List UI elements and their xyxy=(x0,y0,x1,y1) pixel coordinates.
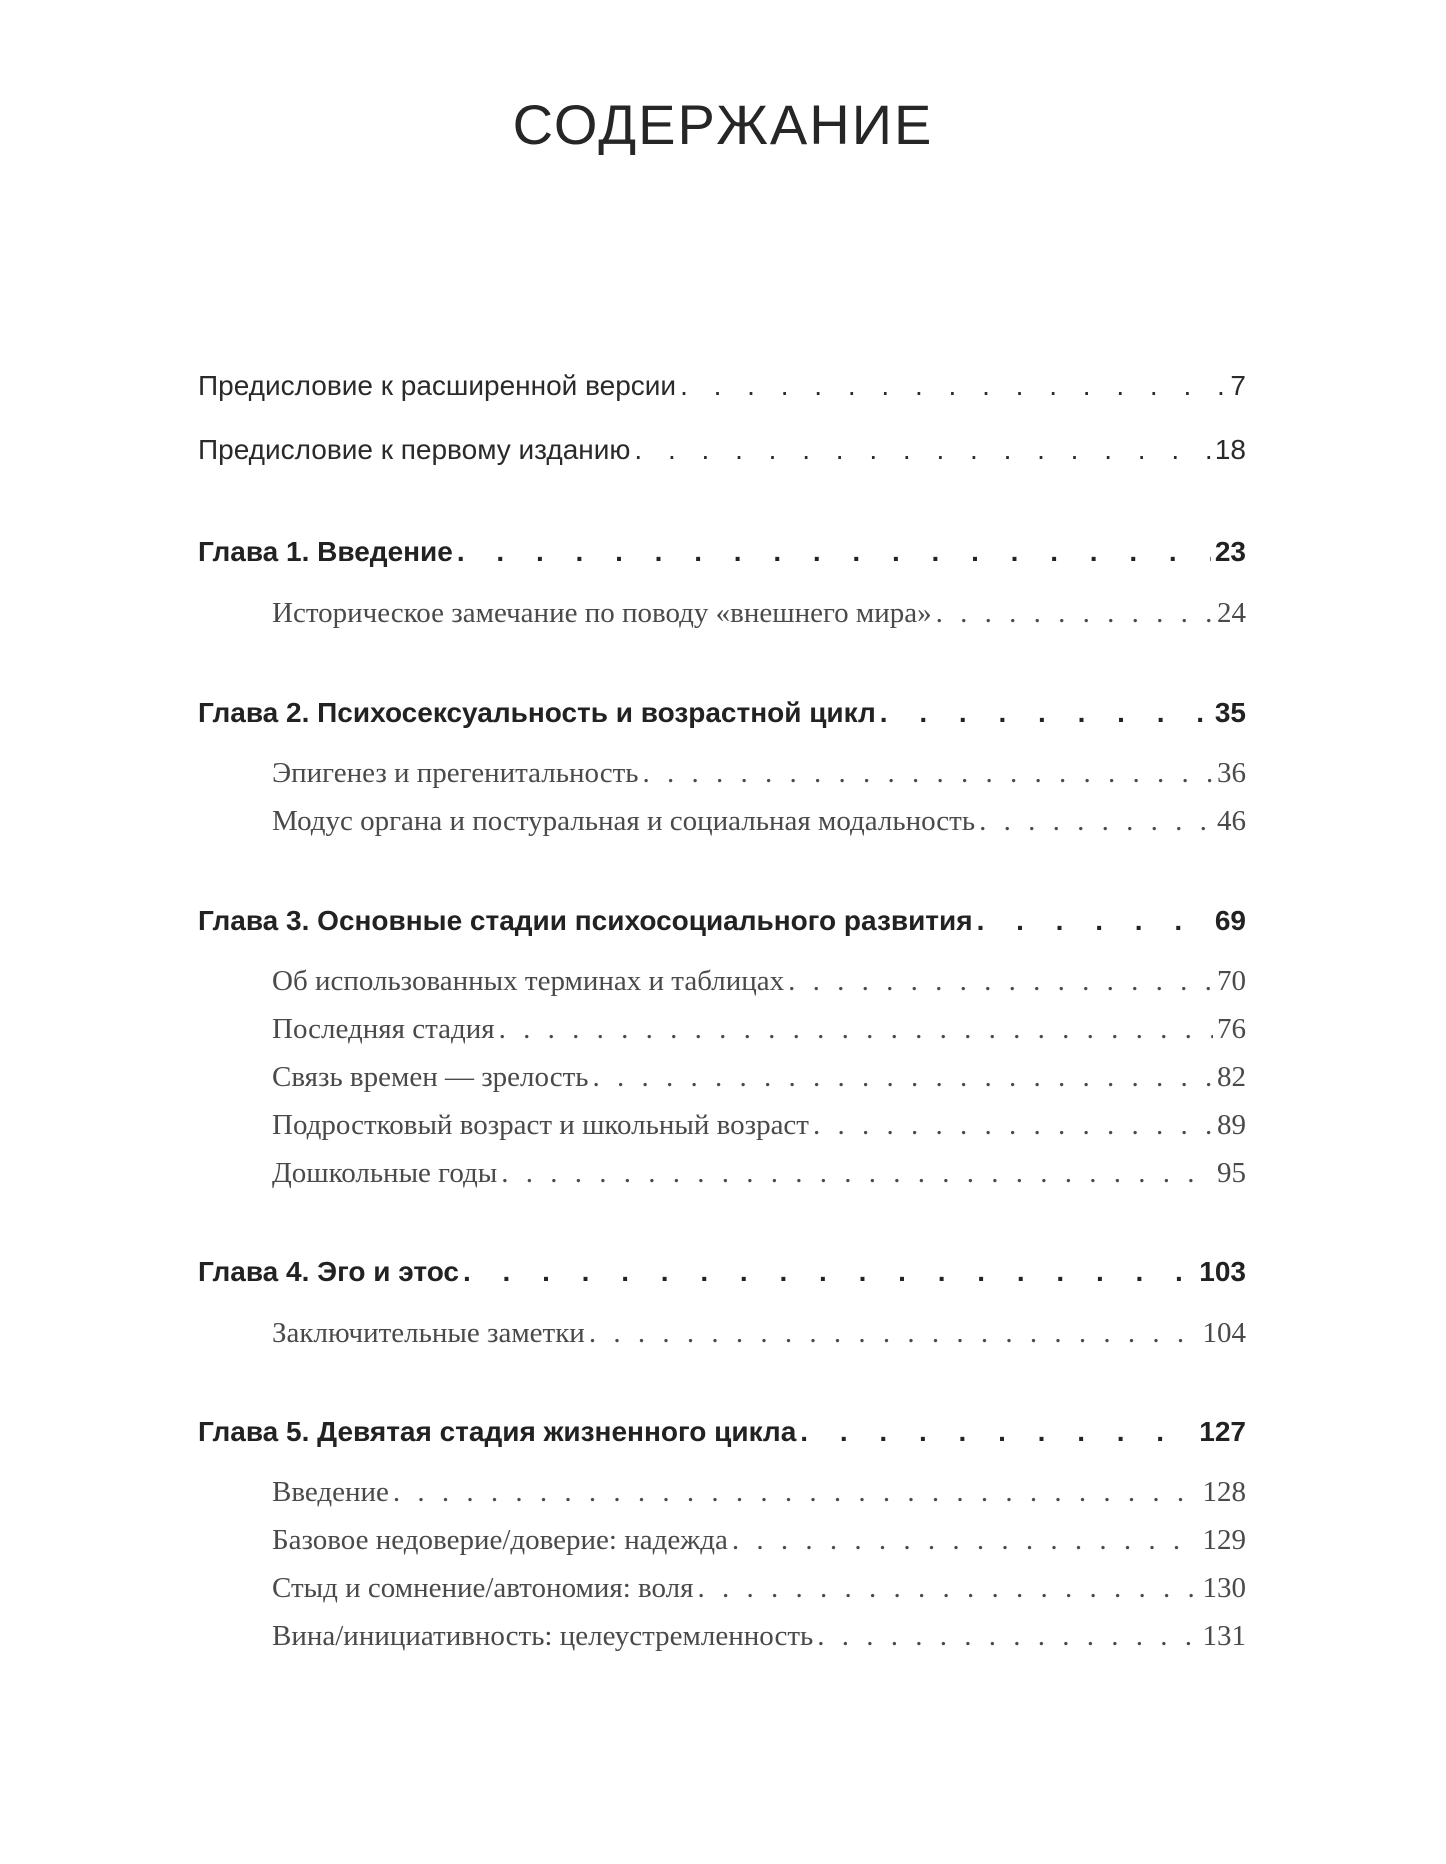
toc-section[interactable] xyxy=(272,1109,1246,1142)
toc-section-label: Вина/инициативность: целеустремленность xyxy=(272,1620,814,1652)
toc-chapter-1[interactable] xyxy=(198,536,1246,568)
toc-section-label: Базовое недоверие/доверие: надежда xyxy=(272,1524,728,1556)
toc-chapter-2[interactable] xyxy=(198,697,1246,729)
dot-leader xyxy=(457,536,1211,568)
toc-entry-preface-first[interactable] xyxy=(198,434,1246,466)
toc-section-page: 82 xyxy=(1217,1061,1246,1093)
dot-leader xyxy=(634,434,1210,466)
toc-section-label: Введение xyxy=(272,1476,389,1508)
toc-entry-preface-extended[interactable] xyxy=(198,370,1246,402)
page-title: СОДЕРЖАНИЕ xyxy=(512,93,934,156)
dot-leader xyxy=(642,757,1213,790)
toc-entry-label: Предисловие к первому изданию xyxy=(198,434,631,465)
toc-section[interactable] xyxy=(272,805,1246,838)
toc-chapter-label: Глава 5. Девятая стадия жизненного цикла xyxy=(198,1416,797,1447)
toc-section-page: 36 xyxy=(1217,757,1246,789)
toc-chapter-3[interactable] xyxy=(198,905,1246,937)
toc-chapter-page: 127 xyxy=(1199,1416,1246,1447)
toc-section-label: Стыд и сомнение/автономия: воля xyxy=(272,1572,694,1604)
toc-section-label: Подростковый возраст и школьный возраст xyxy=(272,1109,809,1141)
dot-leader xyxy=(680,370,1226,402)
dot-leader xyxy=(880,697,1211,729)
toc-chapter-5[interactable] xyxy=(198,1416,1246,1448)
dot-leader xyxy=(463,1256,1195,1288)
toc-section-page: 46 xyxy=(1217,805,1246,837)
toc-chapter-label: Глава 4. Эго и этос xyxy=(198,1256,459,1287)
toc-section-page: 24 xyxy=(1217,597,1246,629)
toc-section-page: 131 xyxy=(1202,1620,1246,1652)
toc-chapter-page: 69 xyxy=(1214,905,1246,936)
toc-section-label: Заключительные заметки xyxy=(272,1317,585,1349)
toc-section-label: Последняя стадия xyxy=(272,1013,495,1045)
toc-entry-label: Предисловие к расширенной версии xyxy=(198,370,677,401)
dot-leader xyxy=(817,1620,1198,1653)
toc-section-label: Историческое замечание по поводу «внешнего мира» xyxy=(272,597,932,629)
toc-section-label: Модус органа и постуральная и социальная модальность xyxy=(272,805,976,837)
toc-section[interactable] xyxy=(272,597,1246,630)
toc-chapter-4[interactable] xyxy=(198,1256,1246,1288)
toc-section-page: 89 xyxy=(1217,1109,1246,1141)
toc-section-page: 70 xyxy=(1217,965,1246,997)
dot-leader xyxy=(788,965,1213,998)
toc-chapter-page: 35 xyxy=(1214,697,1246,728)
toc-chapter-page: 103 xyxy=(1199,1256,1246,1287)
toc-section-page: 95 xyxy=(1217,1157,1246,1189)
dot-leader xyxy=(593,1061,1213,1094)
toc-section-label: Дошкольные годы xyxy=(272,1157,498,1189)
toc-chapter-label: Глава 1. Введение xyxy=(198,536,453,567)
toc-chapter-label: Глава 3. Основные стадии психосоциального развития xyxy=(198,905,973,936)
toc-section-page: 104 xyxy=(1202,1317,1246,1349)
dot-leader xyxy=(979,805,1213,838)
toc-entry-page: 18 xyxy=(1214,434,1246,465)
toc-chapter-label: Глава 2. Психосексуальность и возрастной цикл xyxy=(198,697,876,728)
toc-section[interactable] xyxy=(272,1317,1246,1350)
dot-leader xyxy=(813,1109,1213,1142)
toc-section[interactable] xyxy=(272,1061,1246,1094)
dot-leader xyxy=(697,1572,1198,1605)
dot-leader xyxy=(393,1476,1199,1509)
toc-section[interactable] xyxy=(272,1620,1246,1653)
dot-leader xyxy=(501,1157,1213,1190)
toc-section[interactable] xyxy=(272,1524,1246,1557)
toc-section[interactable] xyxy=(272,1476,1246,1509)
toc-entry-page: 7 xyxy=(1230,370,1246,401)
toc-section-page: 128 xyxy=(1202,1476,1246,1508)
toc-section-page: 130 xyxy=(1202,1572,1246,1604)
toc-section[interactable] xyxy=(272,757,1246,790)
dot-leader xyxy=(732,1524,1199,1557)
toc-chapter-page: 23 xyxy=(1214,536,1246,567)
toc-section-label: Связь времен — зрелость xyxy=(272,1061,589,1093)
toc-section[interactable] xyxy=(272,1572,1246,1605)
toc-section[interactable] xyxy=(272,1157,1246,1190)
toc-section-page: 129 xyxy=(1202,1524,1246,1556)
dot-leader xyxy=(977,905,1211,937)
toc-section[interactable] xyxy=(272,965,1246,998)
dot-leader xyxy=(589,1317,1199,1350)
dot-leader xyxy=(800,1416,1195,1448)
toc-section[interactable] xyxy=(272,1013,1246,1046)
dot-leader xyxy=(936,597,1213,630)
toc-section-page: 76 xyxy=(1217,1013,1246,1045)
toc-section-label: Эпигенез и прегенитальность xyxy=(272,757,639,789)
dot-leader xyxy=(499,1013,1213,1046)
toc-section-label: Об использованных терминах и таблицах xyxy=(272,965,785,997)
